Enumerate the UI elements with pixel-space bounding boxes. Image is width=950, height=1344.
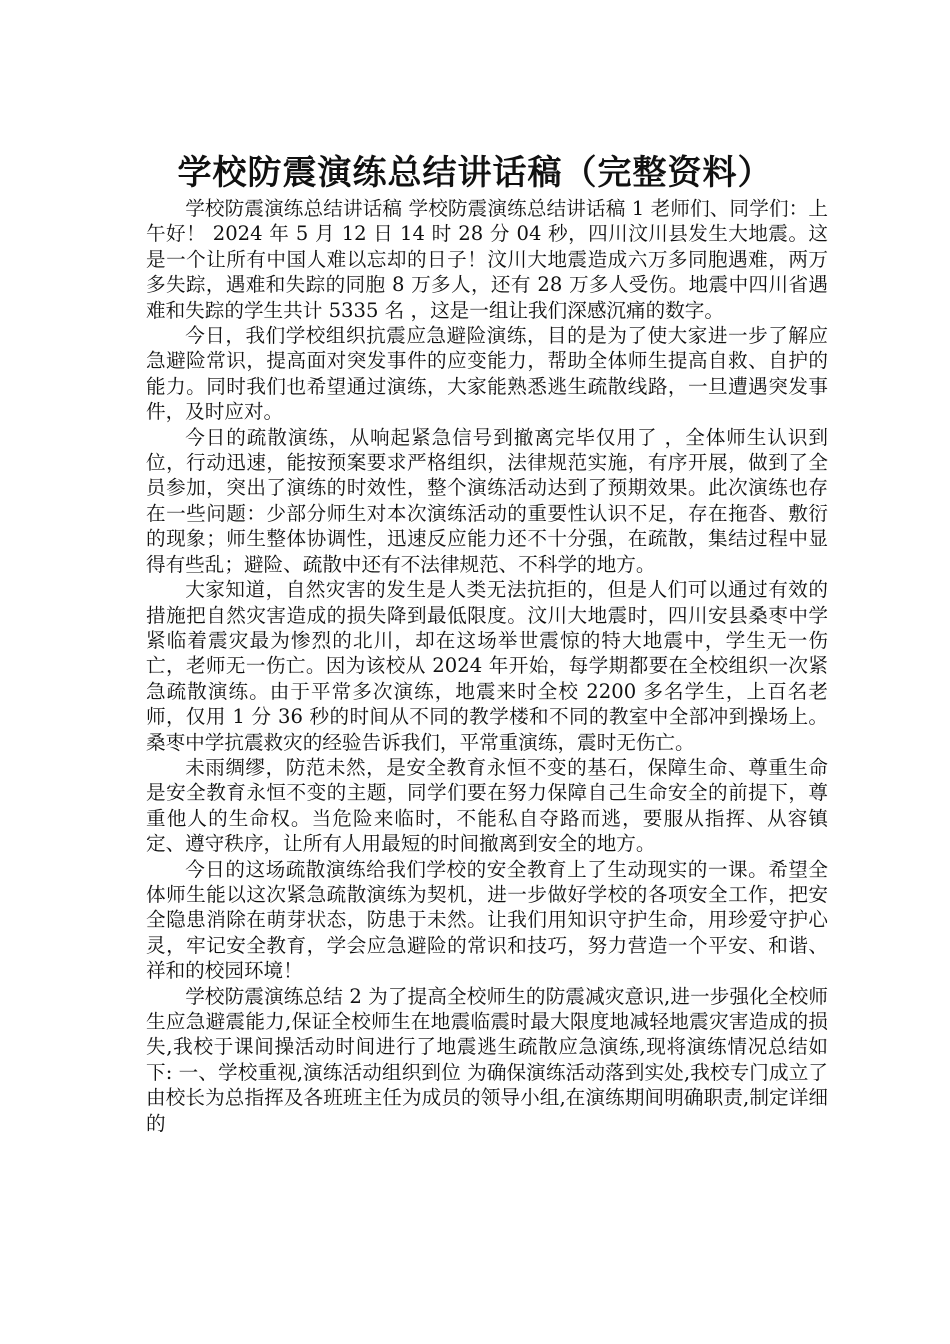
paragraph-5: 未雨绸缪，防范未然，是安全教育永恒不变的基石，保障生命、尊重生命是安全教育永恒不变的主题，同学们要在努力保障自己生命安全的前提下，尊重他人的生命权。当危险来临时，不能私自夺路而逃，要服从指挥、从容镇定、遵守秩序，让所有人用最短的时间撤离到安全的地方。 <box>146 755 828 856</box>
paragraph-2: 今日，我们学校组织抗震应急避险演练，目的是为了使大家进一步了解应急避险常识，提高面对突发事件的应变能力，帮助全体师生提高自救、自护的能力。同时我们也希望通过演练，大家能熟悉逃生疏散线路，一旦遭遇突发事件，及时应对。 <box>146 324 828 424</box>
paragraph-4: 大家知道，自然灾害的发生是人类无法抗拒的，但是人们可以通过有效的措施把自然灾害造成的损失降到最低限度。汶川大地震时，四川安县桑枣中学紧临着震灾最为惨烈的北川，却在这场举世震惊的特大地震中，学生无一伤亡，老师无一伤亡。因为该校从 2024 年开始，每学期都要在全校组织一次紧急疏散演练。由于平常多次演练，地震来时全校 2200 多名学生，上百名老师，仅用 1 分 36 秒的时间从不同的教学楼和不同的教室中全部冲到操场上。桑枣中学抗震救灾的经验告诉我们，平常重演练，震时无伤亡。 <box>146 578 828 754</box>
paragraph-7: 学校防震演练总结 2 为了提高全校师生的防震减灾意识,进一步强化全校师生应急避震能力,保证全校师生在地震临震时最大限度地减轻地震灾害造成的损失,我校于课间操活动时间进行了地震逃生疏散应急演练,现将演练情况总结如下: 一、学校重视,演练活动组织到位 为确保演练活动落到实处,我校专门成立了由校长为总指挥及各班班主任为成员的领导小组,在演练期间明确职责,制定详细的 <box>146 984 828 1135</box>
paragraph-3: 今日的疏散演练，从响起紧急信号到撤离完毕仅用了 ，全体师生认识到位，行动迅速，能按预案要求严格组织，法律规范实施，有序开展，做到了全员参加，突出了演练的时效性，整个演练活动达到了预期效果。此次演练也存在一些问题：少部分师生对本次演练活动的重要性认识不足，存在拖沓、敷衍的现象；师生整体协调性，迅速反应能力还不十分强，在疏散，集结过程中显得有些乱；避险、疏散中还有不法律规范、不科学的地方。 <box>146 425 828 576</box>
document-body <box>146 196 828 1136</box>
document-title: 学校防震演练总结讲话稿（完整资料） <box>177 152 773 193</box>
paragraph-1: 学校防震演练总结讲话稿 学校防震演练总结讲话稿 1 老师们、同学们：上午好！ 2024 年 5 月 12 日 14 时 28 分 04 秒，四川汶川县发生大地震。这是一个让所有中国人难以忘却的日子！汶川大地震造成六万多同胞遇难，两万多失踪，遇难和失踪的同胞 8 万多人，还有 28 万多人受伤。地震中四川省遇难和失踪的学生共计 5335 名 ，这是一组让我们深感沉痛的数字。 <box>146 197 828 322</box>
paragraph-6: 今日的这场疏散演练给我们学校的安全教育上了生动现实的一课。希望全体师生能以这次紧急疏散演练为契机，进一步做好学校的各项安全工作，把安全隐患消除在萌芽状态，防患于未然。让我们用知识守护生命，用珍爱守护心灵，牢记安全教育，学会应急避险的常识和技巧，努力营造一个平安、和谐、祥和的校园环境！ <box>146 857 828 983</box>
